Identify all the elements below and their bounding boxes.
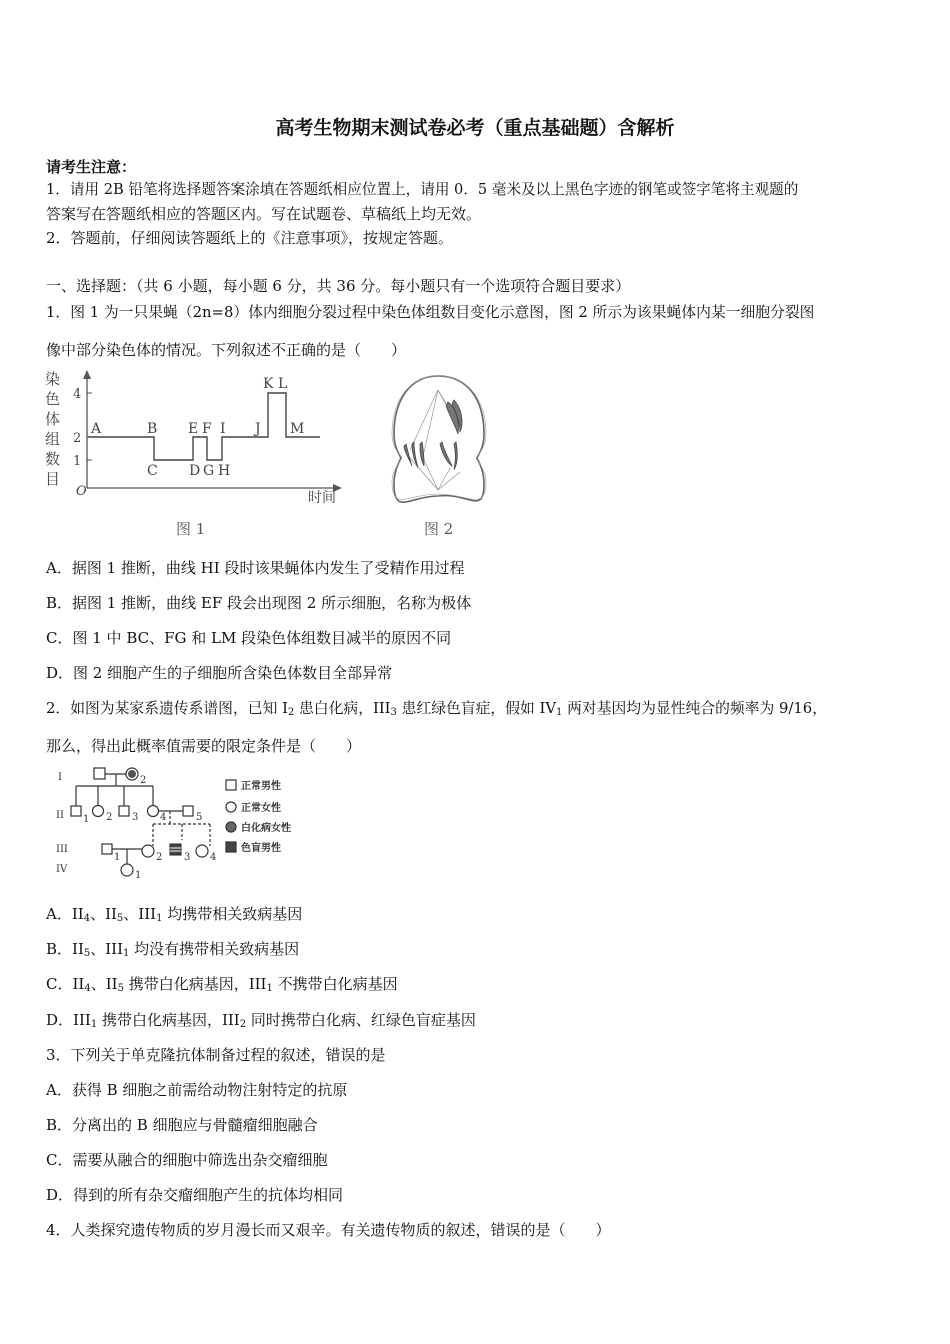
num-III1: 1 <box>114 852 121 863</box>
II1-male <box>71 806 81 816</box>
cell-outline <box>394 376 484 502</box>
subscript: 2 <box>239 1019 247 1030</box>
num-II3: 3 <box>132 812 139 823</box>
num-II4: 4 <box>160 812 167 823</box>
figure2-cell-diagram <box>380 372 500 542</box>
ylabel-char: 组 <box>45 430 61 448</box>
albino-fill <box>128 770 136 778</box>
legend-male-label: 正常男性 <box>241 781 281 792</box>
legend-male-symbol <box>226 780 236 790</box>
subscript: 1 <box>556 707 563 718</box>
legend-albino-symbol <box>226 822 236 832</box>
label-A: A <box>91 421 102 437</box>
I1-male <box>94 768 105 779</box>
label-E: E <box>188 421 199 437</box>
subscript: 1 <box>90 1019 98 1030</box>
q3-option-c[interactable]: C．需要从融合的细胞中筛选出杂交瘤细胞 <box>46 1151 328 1169</box>
label-J: J <box>255 421 261 437</box>
label-F: F <box>202 421 212 437</box>
notice-heading: 请考生注意： <box>46 158 137 176</box>
subscript: 4 <box>83 913 91 924</box>
y-tick-1: 1 <box>73 454 82 469</box>
q1-option-b[interactable]: B．据图 1 推断，曲线 EF 段会出现图 2 所示细胞，名称为极体 <box>46 594 472 612</box>
q2-option-a[interactable] <box>46 904 302 924</box>
notice-line-1a: 1．请用 2B 铅笔将选择题答案涂填在答题纸相应位置上，请用 0．5 毫米及以上黑色字迹的钢笔或签字笔将主观题的 <box>46 181 799 198</box>
legend-colorblind-symbol <box>226 842 236 852</box>
ylabel-char: 数 <box>45 450 61 468</box>
ylabel-char: 色 <box>45 390 61 408</box>
subscript: 1 <box>123 948 130 959</box>
y-tick-4: 4 <box>73 387 82 402</box>
figure1-chart <box>40 368 350 540</box>
q3-option-d[interactable]: D．得到的所有杂交瘤细胞产生的抗体均相同 <box>46 1186 344 1204</box>
q2-option-c-text: 、II <box>90 975 118 993</box>
q3-stem: 3．下列关于单克隆抗体制备过程的叙述，错误的是 <box>46 1046 386 1064</box>
q2-option-b[interactable] <box>46 939 299 959</box>
chromosomes <box>404 400 462 470</box>
q1-stem-line2: 像中部分染色体的情况。下列叙述不正确的是（ ） <box>46 341 407 359</box>
legend-female-label: 正常女性 <box>241 803 281 814</box>
III1-male <box>102 844 112 854</box>
subscript: 1 <box>266 983 273 994</box>
label-C: C <box>147 463 158 479</box>
q2-option-b-text: B．II <box>46 940 84 958</box>
num-II5: 5 <box>196 812 203 823</box>
gen-label-I: I <box>58 772 62 783</box>
subscript: 2 <box>287 707 295 718</box>
y-tick-2: 2 <box>73 431 82 446</box>
legend-colorblind-label: 色盲男性 <box>241 843 281 854</box>
subscript: 5 <box>116 913 124 924</box>
q2-stem-text: 2．如图为某家系遗传系谱图，已知 I <box>46 700 288 717</box>
subscript: 4 <box>84 983 91 994</box>
num-II2: 2 <box>106 812 113 823</box>
q2-option-a-text: 、III <box>123 905 157 923</box>
notice-line-2: 2．答题前，仔细阅读答题纸上的《注意事项》，按规定答题。 <box>46 229 454 247</box>
q2-option-d[interactable] <box>46 1010 476 1030</box>
q2-option-c-text: 携带白化病基因，III <box>123 975 267 993</box>
q1-option-a[interactable]: A．据图 1 推断，曲线 HI 段时该果蝇体内发生了受精作用过程 <box>46 559 465 577</box>
q1-option-c[interactable]: C．图 1 中 BC、FG 和 LM 段染色体组数目减半的原因不同 <box>46 629 452 647</box>
q2-stem-text: 患红绿色盲症，假如 IV <box>396 700 557 717</box>
x-axis-label: 时间 <box>308 490 336 506</box>
num-II1: 1 <box>83 814 90 825</box>
label-I: I <box>220 421 226 437</box>
q2-option-c-text: 不携带白化病基因 <box>272 975 398 993</box>
III2-female <box>142 845 154 857</box>
q2-stem-text: 患白化病，III <box>294 700 391 717</box>
q1-stem-line1: 1．图 1 为一只果蝇（2n=8）体内细胞分裂过程中染色体组数目变化示意图，图 2 所示为该果蝇体内某一细胞分裂图 <box>46 304 815 321</box>
legend-female-symbol <box>226 802 236 812</box>
legend-albino-label: 白化病女性 <box>241 823 291 834</box>
q2-option-d-text: D．III <box>46 1011 91 1029</box>
page-title: 高考生物期末测试卷必考（重点基础题）含解析 <box>275 117 675 139</box>
label-H: H <box>218 463 231 479</box>
subscript: 5 <box>83 948 91 959</box>
subscript: 1 <box>156 913 163 924</box>
q2-stem-line2: 那么，得出此概率值需要的限定条件是（ ） <box>46 737 362 755</box>
III3-colorblind-male <box>170 844 181 855</box>
gen-label-II: II <box>56 810 64 821</box>
q4-stem: 4．人类探究遗传物质的岁月漫长而又艰辛。有关遗传物质的叙述，错误的是（ ） <box>46 1221 611 1239</box>
pedigree-chart <box>50 764 310 880</box>
gen-label-IV: IV <box>56 864 68 875</box>
q3-option-b[interactable]: B．分离出的 B 细胞应与骨髓瘤细胞融合 <box>46 1116 318 1134</box>
label-D: D <box>189 463 201 479</box>
q3-option-a[interactable]: A．获得 B 细胞之前需给动物注射特定的抗原 <box>46 1081 348 1099</box>
II4-female <box>148 806 159 817</box>
q2-stem-text: 两对基因均为显性纯合的频率为 9/16， <box>562 700 827 717</box>
III4-female <box>196 845 208 857</box>
q2-option-c-text: C．II <box>46 975 85 993</box>
q2-option-b-text: 、III <box>90 940 124 958</box>
q2-option-b-text: 均没有携带相关致病基因 <box>129 940 300 958</box>
section-heading: 一、选择题：（共 6 小题，每小题 6 分，共 36 分。每小题只有一个选项符合题目要求） <box>46 277 631 295</box>
figure1-caption: 图 1 <box>176 520 206 538</box>
q2-option-a-text: 、II <box>90 905 117 923</box>
ylabel-char: 体 <box>45 410 61 428</box>
II3-male <box>119 806 129 816</box>
q2-option-c[interactable] <box>46 974 398 994</box>
II5-male <box>183 806 193 816</box>
figure1-ylabel <box>45 370 60 488</box>
ylabel-char: 目 <box>45 470 61 488</box>
subscript: 3 <box>390 707 397 718</box>
II2-female <box>93 806 104 817</box>
ylabel-char: 染 <box>45 370 61 388</box>
q2-option-a-text: A．II <box>46 905 84 923</box>
figure2-caption: 图 2 <box>424 520 454 538</box>
label-B: B <box>147 421 158 437</box>
label-K: K <box>263 376 274 392</box>
y-axis-arrow <box>83 370 91 379</box>
num-III2: 2 <box>156 852 163 863</box>
num-III3: 3 <box>184 852 191 863</box>
IV1-female <box>121 864 133 876</box>
origin-label: O <box>76 484 87 499</box>
label-M: M <box>290 421 305 437</box>
num-I2: 2 <box>140 775 147 786</box>
subscript: 5 <box>117 983 124 994</box>
q1-option-d[interactable]: D．图 2 细胞产生的子细胞所含染色体数目全部异常 <box>46 664 393 682</box>
notice-line-1b: 答案写在答题纸相应的答题区内。写在试题卷、草稿纸上均无效。 <box>46 205 482 223</box>
q2-option-a-text: 均携带相关致病基因 <box>162 905 303 923</box>
q2-option-d-text: 携带白化病基因，III <box>97 1011 240 1029</box>
num-III4: 4 <box>210 852 217 863</box>
num-IV1: 1 <box>135 870 142 880</box>
label-G: G <box>203 463 215 479</box>
label-L: L <box>278 376 288 392</box>
q2-stem-line1 <box>46 699 827 719</box>
gen-label-III: III <box>56 844 68 855</box>
q2-option-d-text: 同时携带白化病、红绿色盲症基因 <box>246 1011 476 1029</box>
